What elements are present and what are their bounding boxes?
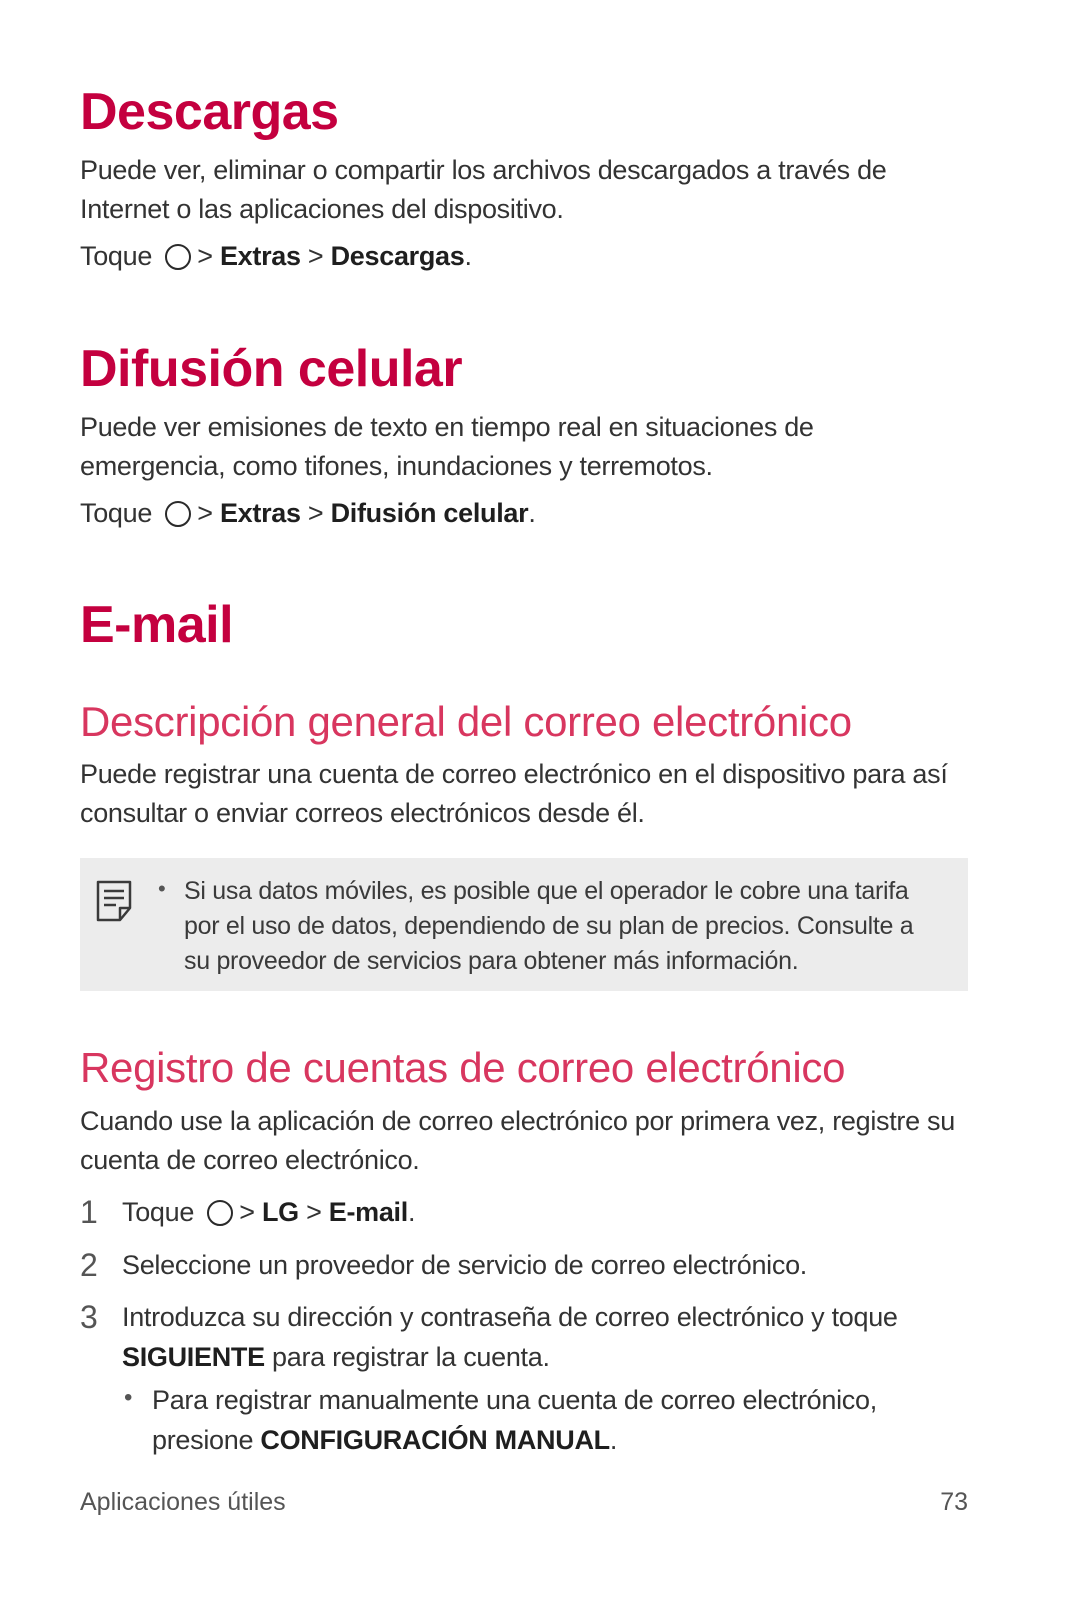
path-prefix: Toque — [80, 498, 153, 528]
step-3-text — [122, 1297, 972, 1377]
note-icon — [96, 880, 132, 922]
step-1-text — [122, 1192, 972, 1232]
page-number: 73 — [940, 1488, 968, 1516]
note-text: Si usa datos móviles, es posible que el operador le cobre una tarifa por el uso de datos, dependiendo de su plan de precios. Consulte a su proveedor de servicios para obtener más información. — [184, 877, 914, 975]
path-item-lg: LG — [261, 1197, 299, 1227]
path-end: . — [528, 498, 536, 528]
step-number: 1 — [80, 1194, 98, 1230]
note-box — [80, 858, 968, 991]
path-separator: > — [197, 498, 213, 528]
step-3-text-start: Introduzca su dirección y contraseña de correo electrónico y toque — [122, 1302, 898, 1332]
subsection-title-overview: Descripción general del correo electrónico — [80, 698, 852, 745]
sub-bullet: • — [124, 1384, 133, 1411]
descargas-body: Puede ver, eliminar o compartir los archivos descargados a través de Internet o las aplicaciones del dispositivo. — [80, 155, 887, 224]
note-bullet: • — [158, 876, 166, 901]
step-3-text-end: para registrar la cuenta. — [272, 1342, 550, 1372]
path-item-email: E-mail — [328, 1197, 408, 1227]
home-circle-icon — [207, 1200, 233, 1226]
step-number: 3 — [80, 1299, 98, 1335]
section-title-email: E-mail — [80, 596, 234, 654]
home-circle-icon — [165, 501, 191, 527]
path-item-descargas: Descargas — [330, 241, 465, 271]
path-end: . — [407, 1197, 416, 1227]
step-number: 2 — [80, 1247, 98, 1283]
path-separator: > — [306, 1197, 322, 1227]
path-prefix: Toque — [80, 241, 153, 271]
step-3-subnote — [152, 1380, 972, 1460]
path-separator: > — [307, 498, 324, 528]
step-3-bold: SIGUIENTE — [122, 1342, 265, 1372]
path-item-difusion: Difusión celular — [330, 498, 529, 528]
register-body: Cuando use la aplicación de correo electrónico por primera vez, registre su cuenta de correo electrónico. — [80, 1106, 955, 1175]
difusion-path — [80, 493, 536, 533]
subsection-title-register: Registro de cuentas de correo electrónico — [80, 1044, 846, 1091]
descargas-path — [80, 236, 472, 276]
home-circle-icon — [165, 244, 191, 270]
overview-body: Puede registrar una cuenta de correo electrónico en el dispositivo para así consultar o enviar correos electrónicos desde él. — [80, 759, 948, 828]
step-2-text: Seleccione un proveedor de servicio de correo electrónico. — [122, 1250, 807, 1280]
difusion-body: Puede ver emisiones de texto en tiempo real en situaciones de emergencia, como tifones, inundaciones y terremotos. — [80, 412, 814, 481]
path-item-extras: Extras — [219, 498, 301, 528]
path-separator: > — [307, 241, 324, 271]
steps-list — [80, 1192, 980, 1455]
section-title-difusion: Difusión celular — [80, 340, 463, 398]
path-item-extras: Extras — [219, 241, 301, 271]
subnote-end: . — [609, 1425, 618, 1455]
subnote-start: Para registrar manualmente una cuenta de correo electrónico, presione — [152, 1385, 877, 1455]
path-separator: > — [239, 1197, 255, 1227]
step-prefix: Toque — [122, 1197, 195, 1227]
path-end: . — [464, 241, 472, 271]
section-title-descargas: Descargas — [80, 83, 339, 141]
subnote-bold: CONFIGURACIÓN MANUAL — [260, 1425, 610, 1455]
path-separator: > — [197, 241, 213, 271]
footer-section-name: Aplicaciones útiles — [80, 1488, 286, 1516]
